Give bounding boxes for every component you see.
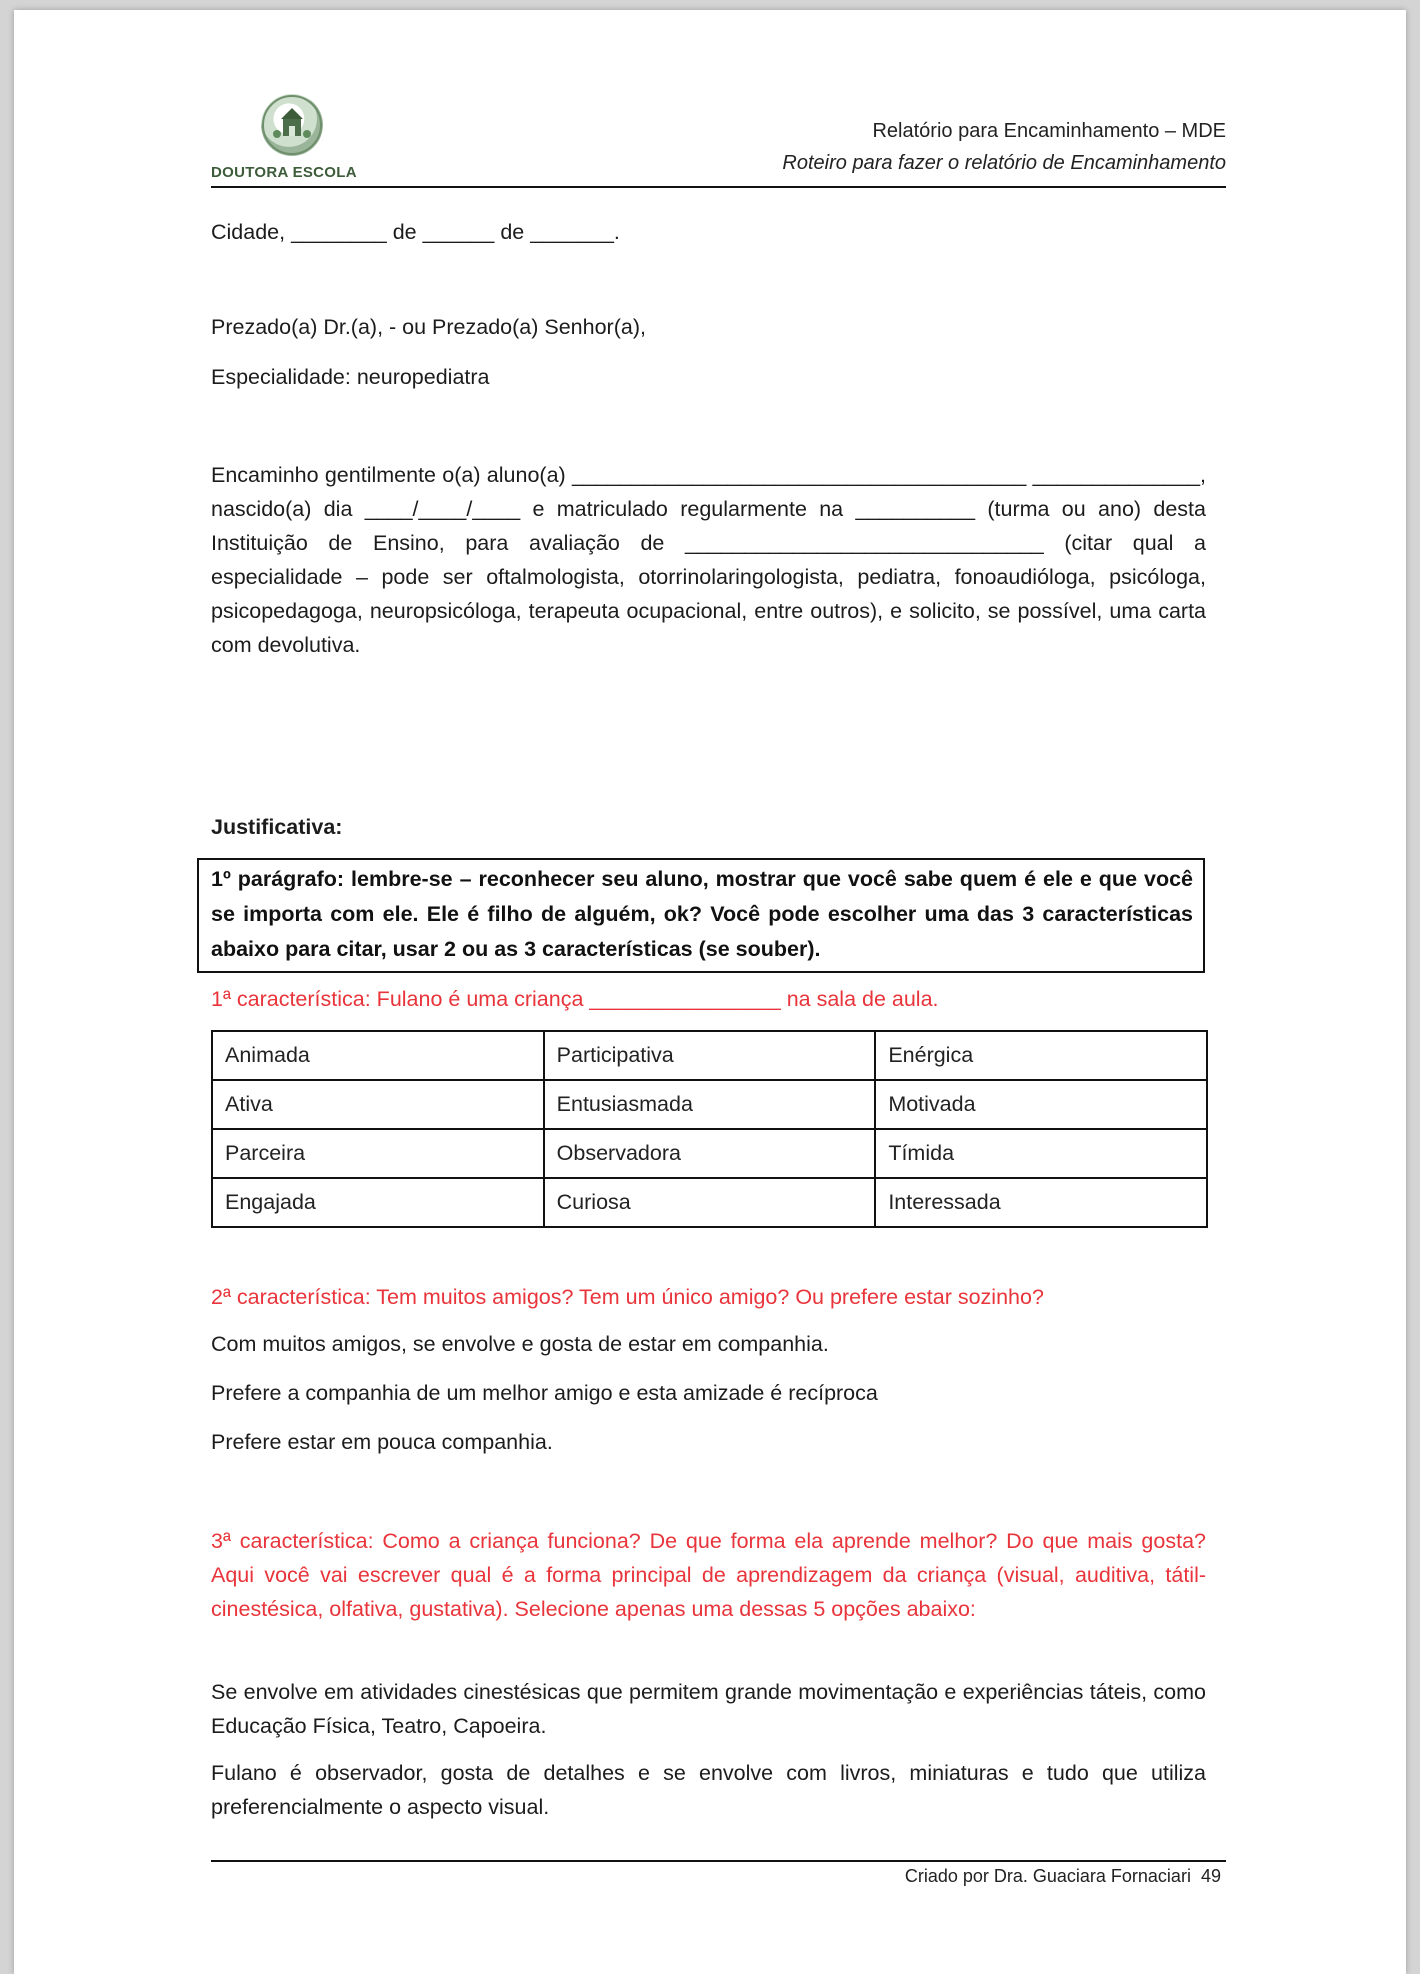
trait2-option: Prefere a companhia de um melhor amigo e esta amizade é recíproca [211,1381,878,1405]
table-cell: Ativa [212,1080,544,1129]
footer-credit [905,1866,1221,1887]
table-cell: Animada [212,1031,544,1080]
table-cell: Tímida [875,1129,1207,1178]
page-footer [211,10,1221,1974]
table-cell: Enérgica [875,1031,1207,1080]
trait1-heading: 1ª característica: Fulano é uma criança ________________ na sala de aula. [211,987,939,1011]
justification-instruction-box: 1º parágrafo: lembre-se – reconhecer seu aluno, mostrar que você sabe quem é ele e que você se importa com ele. Ele é filho de alguém, ok? Você pode escolher uma das 3 características abaixo para citar, usar 2 ou as 3 características (se souber). [197,858,1205,973]
table-cell: Curiosa [544,1178,876,1227]
specialty-line: Especialidade: neuropediatra [211,365,490,389]
table-cell: Motivada [875,1080,1207,1129]
table-cell: Participativa [544,1031,876,1080]
trait3-heading: 3ª característica: Como a criança funciona? De que forma ela aprende melhor? Do que mais gosta? Aqui você vai escrever qual é a forma principal de aprendizagem da criança (visual, auditiva, tátil-cinestésica, olfativa, gustativa). Selecione apenas uma dessas 5 opções abaixo: [211,1529,1206,1621]
page-number: 49 [1200,1866,1221,1886]
document-page [14,10,1406,1974]
trait2-option: Com muitos amigos, se envolve e gosta de estar em companhia. [211,1332,829,1356]
date-line: Cidade, ________ de ______ de _______. [211,220,620,244]
trait3-option: Se envolve em atividades cinestésicas que permitem grande movimentação e experiências táteis, como Educação Física, Teatro, Capoeira. [211,1680,1206,1738]
justification-label: Justificativa: [211,815,343,839]
document-subtitle: Roteiro para fazer o relatório de Encaminhamento [782,152,1226,174]
table-cell: Interessada [875,1178,1207,1227]
referral-paragraph: Encaminho gentilmente o(a) aluno(a) ______________________________________ ______________, nascido(a) dia ____/____/____ e matriculado regularmente na __________ (turma ou ano) desta Instituição de Ensino, para avaliação de ______________________________ (citar qual a especialidade – pode ser oftalmologista, otorrinolaringologista, pediatra, fonoaudióloga, psicóloga, psicopedagoga, neuropsicóloga, terapeuta ocupacional, entre outros), e solicito, se possível, uma carta com devolutiva. [211,463,1206,657]
table-cell: Entusiasmada [544,1080,876,1129]
footer-credit-text: Criado por Dra. Guaciara Fornaciari [904,1866,1191,1886]
trait2-heading: 2ª característica: Tem muitos amigos? Tem um único amigo? Ou prefere estar sozinho? [211,1285,1044,1309]
table-cell: Engajada [212,1178,544,1227]
table-cell: Observadora [544,1129,876,1178]
greeting: Prezado(a) Dr.(a), - ou Prezado(a) Senhor(a), [211,315,646,339]
document-title: Relatório para Encaminhamento – MDE [872,120,1226,142]
table-cell: Parceira [212,1129,544,1178]
trait3-option: Fulano é observador, gosta de detalhes e se envolve com livros, miniaturas e tudo que utiliza preferencialmente o aspecto visual. [211,1761,1206,1819]
logo-text: DOUTORA ESCOLA [211,164,357,181]
trait2-option: Prefere estar em pouca companhia. [211,1430,553,1454]
